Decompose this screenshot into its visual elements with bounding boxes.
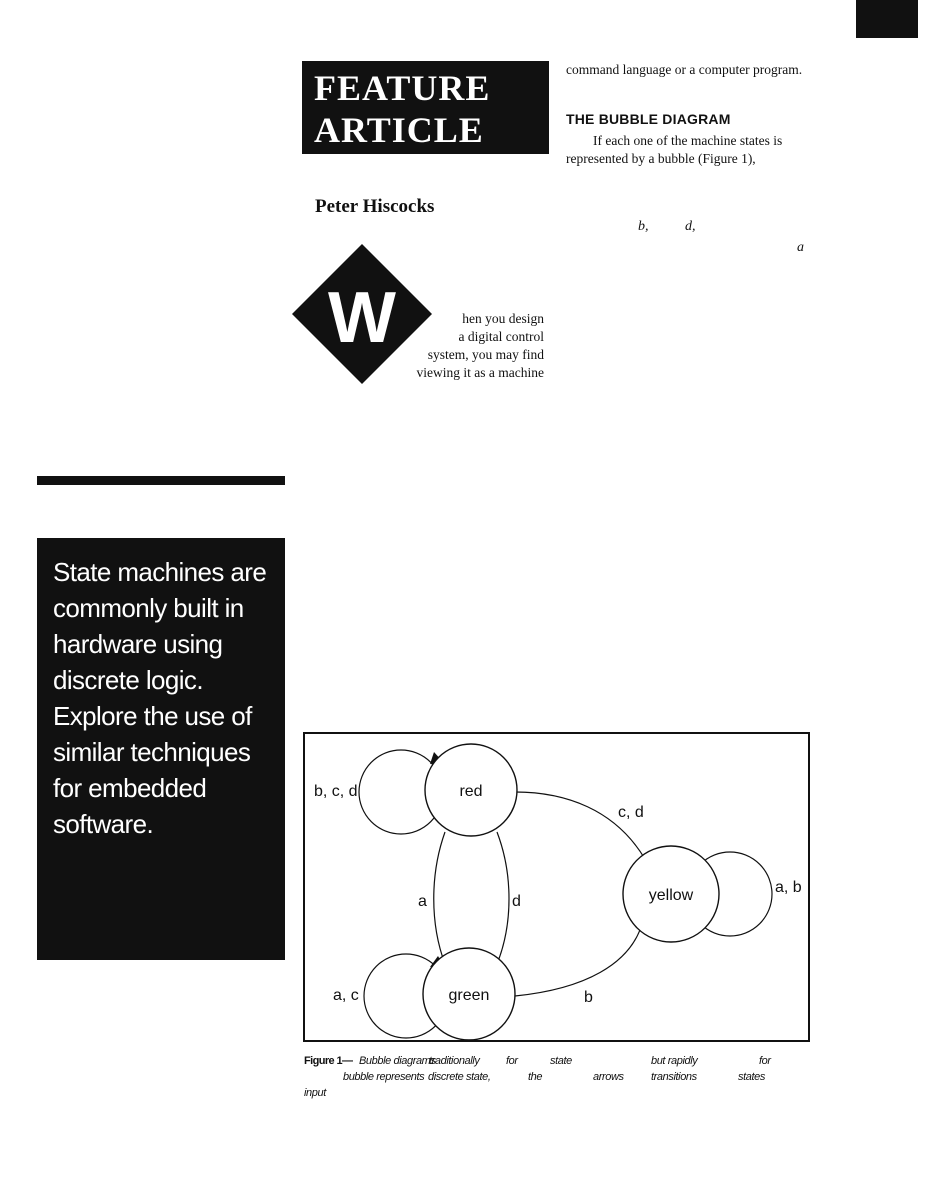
- arrow-green-to-red: [497, 832, 509, 964]
- text-fragment-d: d,: [685, 219, 696, 234]
- column-paragraph: [566, 132, 816, 168]
- caption-word: bubble represents: [343, 1071, 425, 1083]
- state-label-yellow: yellow: [648, 887, 694, 904]
- arrow-red-to-yellow: [515, 792, 645, 859]
- section-heading: THE BUBBLE DIAGRAM: [566, 111, 731, 127]
- text-fragment-b: b,: [638, 219, 649, 234]
- caption-word: traditionally: [429, 1055, 480, 1067]
- caption-word: state: [550, 1055, 572, 1067]
- label-red-to-yellow: c, d: [618, 804, 644, 821]
- caption-word: arrows: [593, 1071, 624, 1083]
- paragraph-text: If each one of the machine states is represented by a bubble (Figure 1),: [566, 133, 783, 166]
- lede-line: viewing it as a machine: [416, 365, 544, 380]
- state-label-green: green: [448, 987, 490, 1004]
- caption-lead: Figure 1—: [304, 1055, 353, 1067]
- section-rule: [37, 476, 285, 485]
- caption-word: states: [738, 1071, 765, 1083]
- text-fragment-a: a: [797, 240, 804, 255]
- page-corner-mark: [856, 0, 918, 38]
- pull-quote-box: [37, 538, 285, 960]
- caption-word: for: [759, 1055, 771, 1067]
- caption-word: the: [528, 1071, 543, 1083]
- label-green-to-red: d: [512, 893, 521, 910]
- caption-word: discrete state,: [428, 1071, 491, 1083]
- arrow-yellow-to-green: [515, 924, 642, 996]
- feature-article-banner: [302, 61, 549, 154]
- state-label-red: red: [459, 783, 483, 800]
- lede-line: hen you design: [462, 311, 544, 326]
- label-red-self: b, c, d: [314, 783, 358, 800]
- banner-line-1: FEATURE: [314, 68, 491, 108]
- figure-caption: [304, 1053, 814, 1101]
- figure-1-state-diagram: [303, 732, 810, 1042]
- lede-paragraph: [380, 310, 544, 382]
- caption-word: but rapidly: [651, 1055, 698, 1067]
- drop-cap-letter: W: [328, 278, 396, 358]
- label-red-to-green: a: [418, 893, 427, 910]
- banner-line-2: ARTICLE: [314, 110, 484, 150]
- caption-word: for: [506, 1055, 518, 1067]
- caption-word: Bubble diagrams: [359, 1055, 436, 1067]
- label-yellow-to-green: b: [584, 989, 593, 1006]
- pull-quote-text: State machines are commonly built in hardware using discrete logic. Explore the use of similar techniques for embedded software.: [53, 557, 267, 839]
- caption-word: input: [304, 1087, 326, 1099]
- arrow-red-to-green: [434, 832, 445, 964]
- label-green-self: a, c: [333, 987, 359, 1004]
- lede-line: system, you may find: [427, 347, 544, 362]
- column-intro-text: command language or a computer program.: [566, 62, 803, 77]
- label-yellow-self: a, b: [775, 879, 802, 896]
- caption-word: transitions: [651, 1071, 697, 1083]
- author-name: Peter Hiscocks: [315, 196, 435, 217]
- lede-line: a digital control: [458, 329, 544, 344]
